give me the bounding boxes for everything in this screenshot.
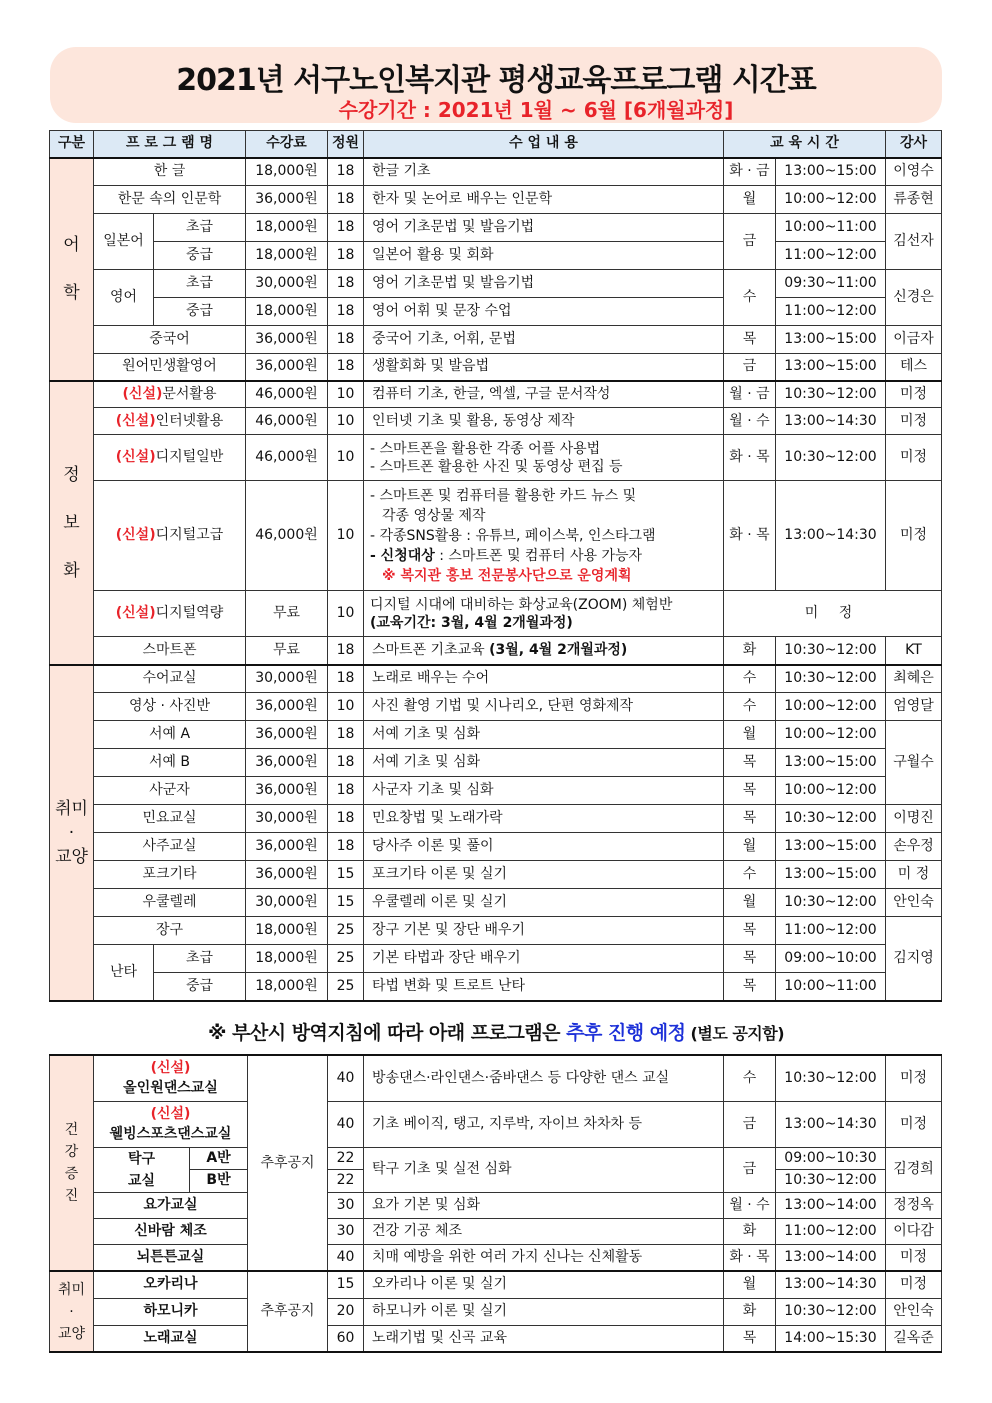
fee: 18,000원 xyxy=(246,242,328,270)
table-row xyxy=(50,186,942,214)
fee: 추후공지 xyxy=(248,1271,328,1352)
section-health: 건 강 증 진 xyxy=(50,1055,94,1271)
content: 일본어 활용 및 회화 xyxy=(364,242,724,270)
teacher: 손우정 xyxy=(886,833,942,861)
program-name: 민요교실 xyxy=(94,805,246,833)
capacity: 10 xyxy=(328,408,364,435)
capacity: 18 xyxy=(328,270,364,298)
program-name: (신설) 올인원댄스교실 xyxy=(94,1055,248,1101)
teacher: 이명진 xyxy=(886,805,942,833)
program-name: 요가교실 xyxy=(94,1192,248,1218)
program-name: (신설)디지털일반 xyxy=(94,435,246,481)
content: 장구 기본 및 장단 배우기 xyxy=(364,917,724,945)
capacity: 18 xyxy=(328,298,364,326)
table-row xyxy=(50,1325,942,1352)
time: 10:00~12:00 xyxy=(776,186,886,214)
time: 09:30~11:00 xyxy=(776,270,886,298)
fee: 30,000원 xyxy=(246,889,328,917)
content: 인터넷 기초 및 활용, 동영상 제작 xyxy=(364,408,724,435)
capacity: 18 xyxy=(328,721,364,749)
header-capacity: 정원 xyxy=(328,131,364,158)
level: 초급 xyxy=(154,270,246,298)
content: 노래로 배우는 수어 xyxy=(364,665,724,693)
capacity: 10 xyxy=(328,481,364,591)
program-group: 영어 xyxy=(94,270,154,326)
time: 11:00~12:00 xyxy=(776,917,886,945)
header-program: 프 로 그 램 명 xyxy=(94,131,246,158)
fee: 36,000원 xyxy=(246,354,328,381)
time: 10:30~12:00 xyxy=(776,435,886,481)
table-row xyxy=(50,721,942,749)
content: 한글 기초 xyxy=(364,158,724,186)
fee: 46,000원 xyxy=(246,381,328,408)
fee: 36,000원 xyxy=(246,693,328,721)
table-row xyxy=(50,1298,942,1325)
new-tag: (신설) xyxy=(122,385,163,402)
time: 13:00~14:30 xyxy=(776,481,886,591)
table-row xyxy=(50,805,942,833)
fee: 18,000원 xyxy=(246,945,328,973)
time: 13:00~15:00 xyxy=(776,326,886,354)
time: 13:00~14:30 xyxy=(776,1101,886,1147)
content: - 스마트폰을 활용한 각종 어플 사용법 - 스마트폰 활용한 사진 및 동영상 편집 등 xyxy=(364,435,724,481)
fee: 36,000원 xyxy=(246,721,328,749)
day: 화 xyxy=(724,637,776,665)
header-content: 수 업 내 용 xyxy=(364,131,724,158)
postponed-notice: ※ 부산시 방역지침에 따라 아래 프로그램은 추후 진행 예정 (별도 공지함) xyxy=(207,1022,785,1044)
time: 13:00~14:30 xyxy=(776,1271,886,1298)
fee: 36,000원 xyxy=(246,186,328,214)
time: 10:30~12:00 xyxy=(776,889,886,917)
teacher: 미정 xyxy=(886,1055,942,1101)
day: 월 xyxy=(724,833,776,861)
capacity: 15 xyxy=(328,861,364,889)
capacity: 18 xyxy=(328,354,364,381)
fee: 36,000원 xyxy=(246,777,328,805)
time: 13:00~14:30 xyxy=(776,408,886,435)
program-group: 일본어 xyxy=(94,214,154,270)
capacity: 20 xyxy=(328,1298,364,1325)
fee: 18,000원 xyxy=(246,973,328,1001)
table-row xyxy=(50,591,942,637)
program-name: 오카리나 xyxy=(94,1271,248,1298)
table-row xyxy=(50,749,942,777)
program-group: 탁구 교실 xyxy=(94,1147,190,1192)
teacher: 미정 xyxy=(886,481,942,591)
teacher: 길옥준 xyxy=(886,1325,942,1352)
table-row xyxy=(50,270,942,298)
table-row xyxy=(50,298,942,326)
capacity: 18 xyxy=(328,186,364,214)
program-name: 스마트폰 xyxy=(94,637,246,665)
time: 13:00~15:00 xyxy=(776,861,886,889)
new-tag: (신설) xyxy=(115,449,156,465)
time: 13:00~14:00 xyxy=(776,1192,886,1218)
content: 컴퓨터 기초, 한글, 엑셀, 구글 문서작성 xyxy=(364,381,724,408)
table-row xyxy=(50,242,942,270)
capacity: 18 xyxy=(328,242,364,270)
table-row xyxy=(50,1192,942,1218)
table-row xyxy=(50,833,942,861)
time: 13:00~15:00 xyxy=(776,749,886,777)
schedule-undecided: 미 정 xyxy=(724,591,942,637)
day: 월 xyxy=(724,186,776,214)
table-row xyxy=(50,435,942,481)
fee: 무료 xyxy=(246,637,328,665)
time: 10:30~12:00 xyxy=(776,665,886,693)
day: 월 xyxy=(724,721,776,749)
title-banner xyxy=(50,47,942,123)
program-name: (신설)인터넷활용 xyxy=(94,408,246,435)
teacher: 미정 xyxy=(886,1244,942,1271)
table-row xyxy=(50,326,942,354)
teacher: 미정 xyxy=(886,435,942,481)
time: 10:00~11:00 xyxy=(776,973,886,1001)
teacher: 김선자 xyxy=(886,214,942,270)
program-name: 한 글 xyxy=(94,158,246,186)
day: 금 xyxy=(724,1147,776,1192)
capacity: 10 xyxy=(328,381,364,408)
day: 화 · 목 xyxy=(724,1244,776,1271)
day: 목 xyxy=(724,749,776,777)
time: 10:00~12:00 xyxy=(776,721,886,749)
capacity: 25 xyxy=(328,973,364,1001)
postponed-table xyxy=(49,1054,942,1353)
content: 기본 타법과 장단 배우기 xyxy=(364,945,724,973)
time: 13:00~15:00 xyxy=(776,354,886,381)
content: 영어 기초문법 및 발음기법 xyxy=(364,270,724,298)
header-row xyxy=(50,131,942,158)
fee: 36,000원 xyxy=(246,833,328,861)
content: 스마트폰 기초교육 (3월, 4월 2개월과정) xyxy=(364,637,724,665)
content: 탁구 기초 및 실전 심화 xyxy=(364,1147,724,1192)
table-row xyxy=(50,665,942,693)
teacher: 미정 xyxy=(886,408,942,435)
content: 영어 기초문법 및 발음기법 xyxy=(364,214,724,242)
table-row xyxy=(50,408,942,435)
table-row xyxy=(50,693,942,721)
content: 치매 예방을 위한 여러 가지 신나는 신체활동 xyxy=(364,1244,724,1271)
teacher: 안인숙 xyxy=(886,1298,942,1325)
day: 월 · 금 xyxy=(724,381,776,408)
day: 월 xyxy=(724,889,776,917)
program-name: (신설)디지털고급 xyxy=(94,481,246,591)
teacher: 엄영달 xyxy=(886,693,942,721)
time: 11:00~12:00 xyxy=(776,298,886,326)
program-name: (신설) 웰빙스포츠댄스교실 xyxy=(94,1101,248,1147)
program-name: 노래교실 xyxy=(94,1325,248,1352)
day: 수 xyxy=(724,1055,776,1101)
capacity: 60 xyxy=(328,1325,364,1352)
day: 금 xyxy=(724,354,776,381)
teacher: 이다감 xyxy=(886,1218,942,1244)
capacity: 30 xyxy=(328,1218,364,1244)
day: 목 xyxy=(724,945,776,973)
table-row xyxy=(50,1244,942,1271)
section-hobby: 취미 · 교양 xyxy=(50,665,94,1001)
day: 월 · 수 xyxy=(724,408,776,435)
teacher: 구월수 xyxy=(886,721,942,805)
time: 13:00~15:00 xyxy=(776,158,886,186)
program-name: 한문 속의 인문학 xyxy=(94,186,246,214)
time: 09:00~10:30 xyxy=(776,1147,886,1170)
teacher: 미 정 xyxy=(886,861,942,889)
program-name: 서예 A xyxy=(94,721,246,749)
section-hobby-2: 취미 · 교양 xyxy=(50,1271,94,1352)
content: 서예 기초 및 심화 xyxy=(364,749,724,777)
level: 중급 xyxy=(154,973,246,1001)
content: 포크기타 이론 및 실기 xyxy=(364,861,724,889)
capacity: 18 xyxy=(328,326,364,354)
page-subtitle: 수강기간 : 2021년 1월 ~ 6월 [6개월과정] xyxy=(338,98,734,122)
table-row xyxy=(50,945,942,973)
day: 수 xyxy=(724,861,776,889)
fee: 46,000원 xyxy=(246,435,328,481)
time: 13:00~15:00 xyxy=(776,833,886,861)
new-tag: (신설) xyxy=(115,605,156,621)
program-name: 서예 B xyxy=(94,749,246,777)
table-row xyxy=(50,381,942,408)
program-name: 사주교실 xyxy=(94,833,246,861)
day: 월 xyxy=(724,1271,776,1298)
table-row xyxy=(50,637,942,665)
time: 10:30~12:00 xyxy=(776,1298,886,1325)
section-computing: 정 보 화 xyxy=(50,381,94,665)
program-name: 중국어 xyxy=(94,326,246,354)
time: 11:00~12:00 xyxy=(776,1218,886,1244)
program-name: 포크기타 xyxy=(94,861,246,889)
fee: 30,000원 xyxy=(246,805,328,833)
capacity: 18 xyxy=(328,749,364,777)
teacher: 미정 xyxy=(886,1101,942,1147)
capacity: 40 xyxy=(328,1101,364,1147)
day: 목 xyxy=(724,1325,776,1352)
program-name: 사군자 xyxy=(94,777,246,805)
fee: 18,000원 xyxy=(246,298,328,326)
fee: 무료 xyxy=(246,591,328,637)
content: 방송댄스·라인댄스·줌바댄스 등 다양한 댄스 교실 xyxy=(364,1055,724,1101)
teacher: 미정 xyxy=(886,1271,942,1298)
teacher: 이금자 xyxy=(886,326,942,354)
capacity: 10 xyxy=(328,693,364,721)
level: 중급 xyxy=(154,298,246,326)
content: 타법 변화 및 트로트 난타 xyxy=(364,973,724,1001)
fee: 30,000원 xyxy=(246,665,328,693)
content: 오카리나 이론 및 실기 xyxy=(364,1271,724,1298)
content: 노래기법 및 신곡 교육 xyxy=(364,1325,724,1352)
day: 수 xyxy=(724,665,776,693)
table-row xyxy=(50,889,942,917)
program-name: 원어민생활영어 xyxy=(94,354,246,381)
level: A반 xyxy=(190,1147,248,1170)
table-row xyxy=(50,1101,942,1147)
content: 서예 기초 및 심화 xyxy=(364,721,724,749)
day: 화 xyxy=(724,1218,776,1244)
teacher: 테스 xyxy=(886,354,942,381)
table-row xyxy=(50,861,942,889)
day: 목 xyxy=(724,326,776,354)
content: 영어 어휘 및 문장 수업 xyxy=(364,298,724,326)
day: 화 xyxy=(724,1298,776,1325)
capacity: 10 xyxy=(328,591,364,637)
level: 중급 xyxy=(154,242,246,270)
capacity: 40 xyxy=(328,1244,364,1271)
teacher: KT xyxy=(886,637,942,665)
day: 화 · 금 xyxy=(724,158,776,186)
fee: 46,000원 xyxy=(246,408,328,435)
page-title: 2021년 서구노인복지관 평생교육프로그램 시간표 xyxy=(176,63,816,98)
content: 하모니카 이론 및 실기 xyxy=(364,1298,724,1325)
level: 초급 xyxy=(154,214,246,242)
schedule-table xyxy=(49,130,942,1002)
table-row xyxy=(50,1271,942,1298)
content: 사진 촬영 기법 및 시나리오, 단편 영화제작 xyxy=(364,693,724,721)
time: 10:00~11:00 xyxy=(776,214,886,242)
fee: 18,000원 xyxy=(246,214,328,242)
capacity: 40 xyxy=(328,1055,364,1101)
content: 사군자 기초 및 심화 xyxy=(364,777,724,805)
capacity: 25 xyxy=(328,945,364,973)
teacher: 최혜은 xyxy=(886,665,942,693)
header-fee: 수강료 xyxy=(246,131,328,158)
table-row xyxy=(50,214,942,242)
program-name: 뇌튼튼교실 xyxy=(94,1244,248,1271)
content: 생활회화 및 발음법 xyxy=(364,354,724,381)
time: 09:00~10:00 xyxy=(776,945,886,973)
fee: 18,000원 xyxy=(246,917,328,945)
day: 목 xyxy=(724,777,776,805)
table-row xyxy=(50,1147,942,1170)
teacher: 김지영 xyxy=(886,917,942,1001)
teacher: 신경은 xyxy=(886,270,942,326)
content: 요가 기본 및 심화 xyxy=(364,1192,724,1218)
capacity: 15 xyxy=(328,889,364,917)
table-row xyxy=(50,917,942,945)
time: 10:30~12:00 xyxy=(776,805,886,833)
new-tag: (신설) xyxy=(115,412,156,429)
capacity: 22 xyxy=(328,1147,364,1170)
time: 10:00~12:00 xyxy=(776,693,886,721)
content: 디지털 시대에 대비하는 화상교육(ZOOM) 체험반 (교육기간: 3월, 4월 2개월과정) xyxy=(364,591,724,637)
program-name: 영상 · 사진반 xyxy=(94,693,246,721)
fee: 36,000원 xyxy=(246,749,328,777)
content: 중국어 기초, 어휘, 문법 xyxy=(364,326,724,354)
day: 월 · 수 xyxy=(724,1192,776,1218)
capacity: 18 xyxy=(328,833,364,861)
program-group: 난타 xyxy=(94,945,154,1001)
header-category: 구분 xyxy=(50,131,94,158)
teacher: 류종현 xyxy=(886,186,942,214)
time: 10:30~12:00 xyxy=(776,381,886,408)
capacity: 22 xyxy=(328,1170,364,1193)
capacity: 18 xyxy=(328,214,364,242)
time: 11:00~12:00 xyxy=(776,242,886,270)
level: B반 xyxy=(190,1170,248,1193)
content: 한자 및 논어로 배우는 인문학 xyxy=(364,186,724,214)
day: 수 xyxy=(724,693,776,721)
table-row xyxy=(50,973,942,1001)
program-name: 우쿨렐레 xyxy=(94,889,246,917)
fee: 추후공지 xyxy=(248,1055,328,1271)
table-row xyxy=(50,354,942,381)
note: ※ 복지관 홍보 전문봉사단으로 운영계획 xyxy=(382,567,632,584)
time: 10:30~12:00 xyxy=(776,1055,886,1101)
time: 10:30~12:00 xyxy=(776,637,886,665)
fee: 46,000원 xyxy=(246,481,328,591)
program-name: 장구 xyxy=(94,917,246,945)
capacity: 18 xyxy=(328,158,364,186)
teacher: 이영수 xyxy=(886,158,942,186)
table-row xyxy=(50,1218,942,1244)
table-row xyxy=(50,1055,942,1101)
content: 당사주 이론 및 풀이 xyxy=(364,833,724,861)
content: 기초 베이직, 탱고, 지루박, 자이브 차차차 등 xyxy=(364,1101,724,1147)
day: 금 xyxy=(724,214,776,270)
content: - 스마트폰 및 컴퓨터를 활용한 카드 뉴스 및 각종 영상물 제작 - 각종SNS활용 : 유튜브, 페이스북, 인스타그램 - 신청대상 : 스마트폰 및 컴퓨터 사용 가능자 ※ 복지관 홍보 전문봉사단으로 운영계획 xyxy=(364,481,724,591)
capacity: 18 xyxy=(328,805,364,833)
time: 14:00~15:30 xyxy=(776,1325,886,1352)
table-row xyxy=(50,481,942,591)
program-name: 신바람 체조 xyxy=(94,1218,248,1244)
capacity: 18 xyxy=(328,637,364,665)
teacher: 정정옥 xyxy=(886,1192,942,1218)
day: 금 xyxy=(724,1101,776,1147)
section-language: 어 학 xyxy=(50,158,94,381)
fee: 18,000원 xyxy=(246,158,328,186)
teacher: 미정 xyxy=(886,381,942,408)
day: 목 xyxy=(724,973,776,1001)
capacity: 15 xyxy=(328,1271,364,1298)
fee: 30,000원 xyxy=(246,270,328,298)
capacity: 25 xyxy=(328,917,364,945)
teacher: 김경희 xyxy=(886,1147,942,1192)
program-name: 수어교실 xyxy=(94,665,246,693)
day: 목 xyxy=(724,917,776,945)
capacity: 30 xyxy=(328,1192,364,1218)
table-row xyxy=(50,158,942,186)
capacity: 10 xyxy=(328,435,364,481)
program-name: (신설)문서활용 xyxy=(94,381,246,408)
time: 13:00~14:00 xyxy=(776,1244,886,1271)
content: 우쿨렐레 이론 및 실기 xyxy=(364,889,724,917)
fee: 36,000원 xyxy=(246,326,328,354)
content: 민요창법 및 노래가락 xyxy=(364,805,724,833)
content: 건강 기공 체조 xyxy=(364,1218,724,1244)
header-time: 교 육 시 간 xyxy=(724,131,886,158)
capacity: 18 xyxy=(328,777,364,805)
day: 화 · 목 xyxy=(724,481,776,591)
day: 수 xyxy=(724,270,776,326)
program-name: (신설)디지털역량 xyxy=(94,591,246,637)
level: 초급 xyxy=(154,945,246,973)
header-teacher: 강사 xyxy=(886,131,942,158)
day: 목 xyxy=(724,805,776,833)
table-row xyxy=(50,777,942,805)
new-tag: (신설) xyxy=(115,527,156,543)
program-name: 하모니카 xyxy=(94,1298,248,1325)
time: 10:30~12:00 xyxy=(776,1170,886,1193)
day: 화 · 목 xyxy=(724,435,776,481)
time: 10:00~12:00 xyxy=(776,777,886,805)
fee: 36,000원 xyxy=(246,861,328,889)
teacher: 안인숙 xyxy=(886,889,942,917)
capacity: 18 xyxy=(328,665,364,693)
